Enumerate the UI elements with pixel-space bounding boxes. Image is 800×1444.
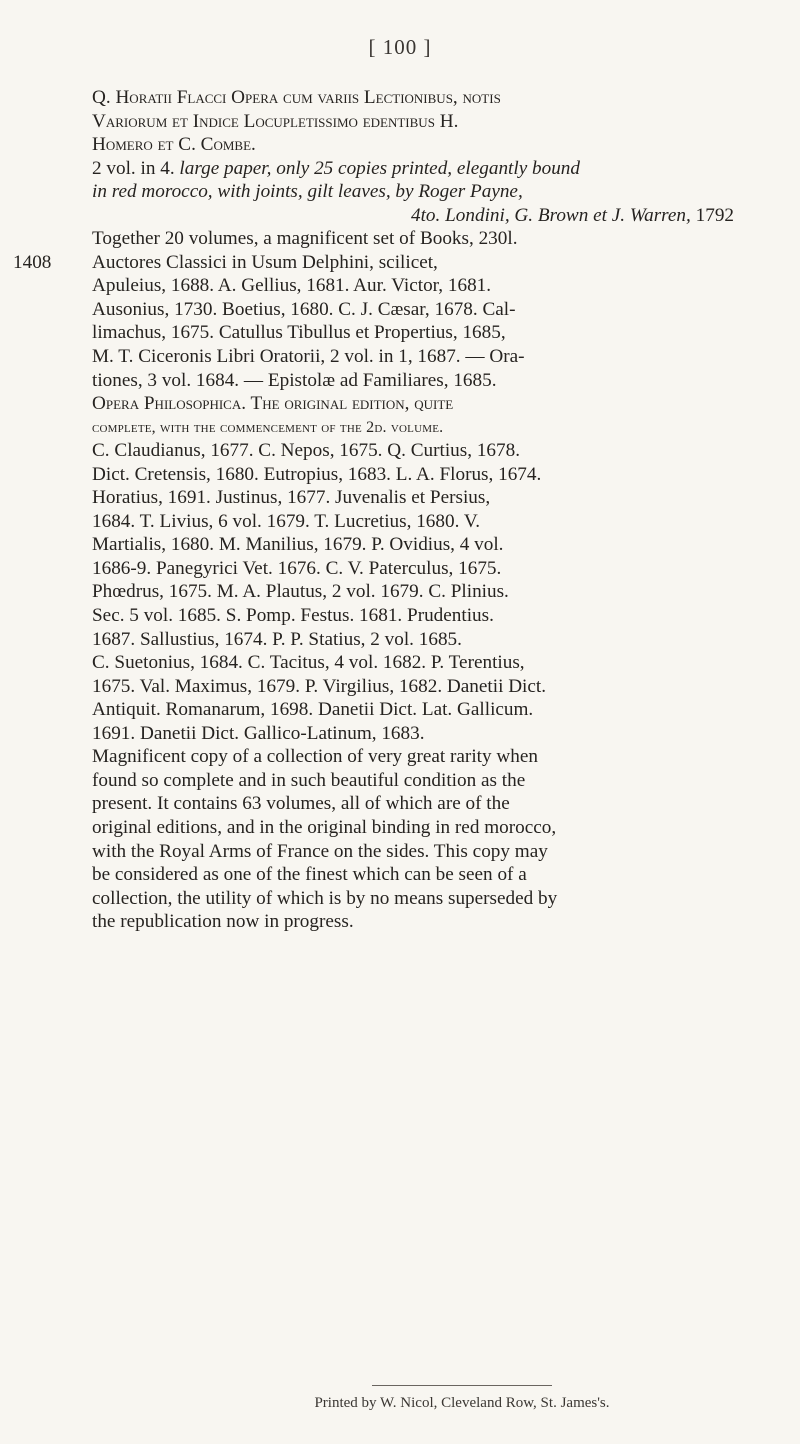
lot-note: [92, 745, 754, 933]
lot-title-line: Variorum et Indice Locupletissimo edentibus H.: [92, 110, 459, 132]
note-line: be considered as one of the finest which can be seen of a: [92, 864, 527, 886]
lot-year: 1792: [695, 204, 734, 226]
note-line: the republication now in progress.: [92, 911, 354, 933]
lot-line: C. Suetonius, 1684. C. Tacitus, 4 vol. 1682. P. Terentius,: [92, 652, 525, 674]
lot-line: Apuleius, 1688. A. Gellius, 1681. Aur. Victor, 1681.: [92, 275, 492, 297]
lot-line: M. T. Ciceronis Libri Oratorii, 2 vol. in 1, 1687. — Ora-: [92, 346, 525, 368]
lot-title-line: Q. Horatii Flacci Opera cum variis Lectionibus, notis: [92, 87, 501, 108]
lot-line: Sec. 5 vol. 1685. S. Pomp. Festus. 1681. Prudentius.: [92, 605, 494, 627]
lot-line: 1675. Val. Maximus, 1679. P. Virgilius, 1682. Danetii Dict.: [92, 675, 547, 697]
lot-line: 1687. Sallustius, 1674. P. P. Statius, 2 vol. 1685.: [92, 628, 462, 650]
lot-line: complete, with the commencement of the 2d. volume.: [92, 418, 444, 436]
note-line: with the Royal Arms of France on the sides. This copy may: [92, 840, 548, 862]
lot-description-text: in red morocco, with joints, gilt leaves, by Roger Payne,: [92, 181, 523, 203]
lot-title-line: Homero et C. Combe.: [92, 134, 256, 156]
lot-line: 1684. T. Livius, 6 vol. 1679. T. Lucretius, 1680. V.: [92, 510, 481, 532]
lot-imprint: [92, 204, 754, 228]
note-line: original editions, and in the original binding in red morocco,: [92, 816, 557, 838]
lot-line: Horatius, 1691. Justinus, 1677. Juvenalis et Persius,: [92, 487, 491, 509]
printer-imprint: [0, 1395, 800, 1412]
lot-description: [92, 180, 754, 204]
lot-together: Together 20 volumes, a magnificent set of Books, 230l.: [92, 228, 518, 250]
note-line: collection, the utility of which is by no means superseded by: [92, 887, 558, 909]
note-line: Magnificent copy of a collection of very great rarity when: [92, 746, 538, 768]
lot-description-text: large paper, only 25 copies printed, elegantly bound: [179, 157, 580, 179]
lot-line: 1686-9. Panegyrici Vet. 1676. C. V. Paterculus, 1675.: [92, 557, 502, 579]
note-line: present. It contains 63 volumes, all of which are of the: [92, 793, 510, 815]
footer-rule: [372, 1385, 552, 1386]
note-line: found so complete and in such beautiful condition as the: [92, 769, 526, 791]
lot-line: Martialis, 1680. M. Manilius, 1679. P. Ovidius, 4 vol.: [92, 534, 504, 556]
printer-imprint-text: Printed by W. Nicol, Cleveland Row, St. James's.: [314, 1395, 610, 1411]
lot-volumes: 2 vol. in 4.: [92, 157, 175, 179]
page-number: [ 100 ]: [368, 35, 432, 59]
lot-line: Dict. Cretensis, 1680. Eutropius, 1683. L. A. Florus, 1674.: [92, 463, 542, 485]
lot-horace: [92, 86, 754, 251]
lot-line: tiones, 3 vol. 1684. — Epistolæ ad Familiares, 1685.: [92, 369, 497, 391]
lot-line: Ausonius, 1730. Boetius, 1680. C. J. Cæsar, 1678. Cal-: [92, 298, 516, 320]
lot-imprint-text: 4to. Londini, G. Brown et J. Warren,: [411, 204, 691, 226]
lot-line: Opera Philosophica. The original edition, quite: [92, 393, 454, 415]
lot-line: C. Claudianus, 1677. C. Nepos, 1675. Q. Curtius, 1678.: [92, 440, 520, 462]
lot-line: 1691. Danetii Dict. Gallico-Latinum, 1683.: [92, 722, 425, 744]
lot-line: Phœdrus, 1675. M. A. Plautus, 2 vol. 1679. C. Plinius.: [92, 581, 509, 603]
lot-description: [92, 157, 754, 181]
lot-number: 1408: [13, 251, 52, 273]
page-body: [13, 86, 754, 934]
lot-1408: [13, 251, 754, 934]
lot-line: Antiquit. Romanarum, 1698. Danetii Dict. Lat. Gallicum.: [92, 699, 534, 721]
lot-line: Auctores Classici in Usum Delphini, scilicet,: [92, 251, 438, 273]
lot-line: limachus, 1675. Catullus Tibullus et Propertius, 1685,: [92, 322, 506, 344]
